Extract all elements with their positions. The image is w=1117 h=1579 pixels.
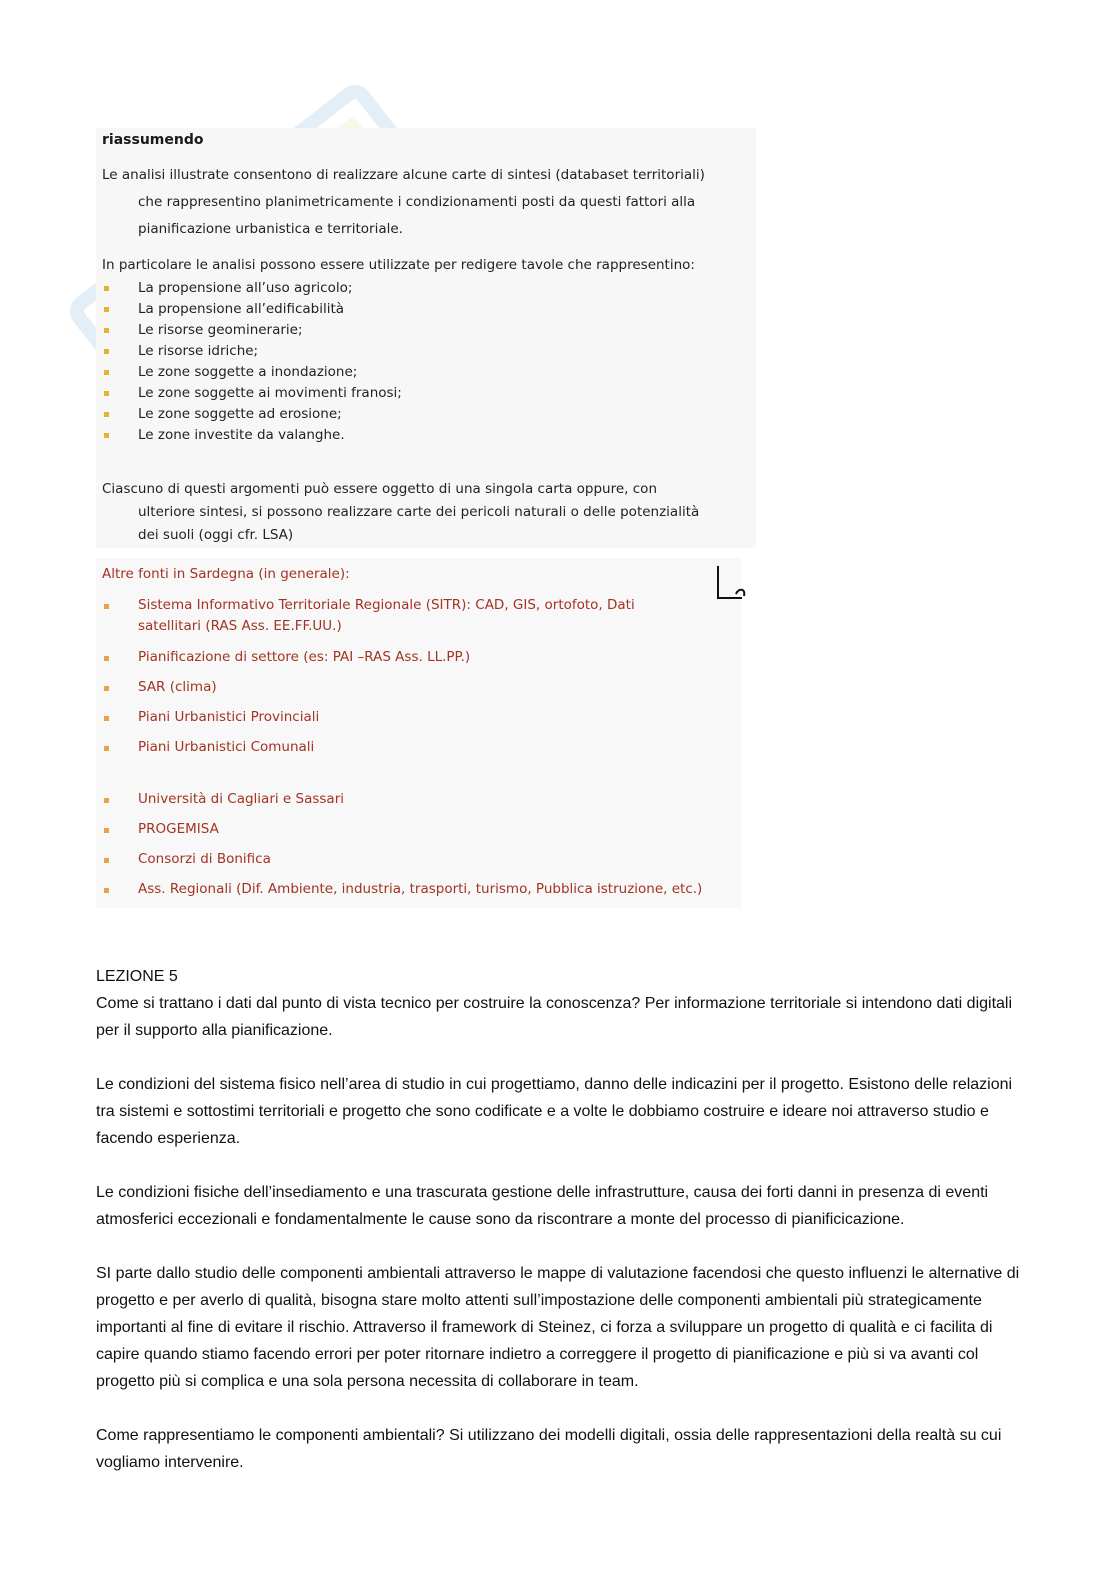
intro-paragraph: [102, 162, 705, 243]
bullet-icon: [104, 858, 109, 863]
slide-heading: Altre fonti in Sardegna (in generale):: [102, 566, 350, 582]
bullet-icon: [104, 888, 109, 893]
handwritten-mark: [712, 562, 748, 604]
paragraph: Le condizioni del sistema fisico nell’area di studio in cui progettiamo, danno delle indicazini per il progetto. Esistono delle relazioni tra sistemi e sottostimi territoriali e progetto che sono codificate e a volte le dobbiamo costruire e ideare noi attraverso studio e facendo esperienza.: [96, 1076, 1013, 1147]
bullet-icon: [104, 307, 109, 312]
bullet-icon: [104, 391, 109, 396]
list-item: Pianificazione di settore (es: PAI –RAS Ass. LL.PP.): [138, 647, 470, 668]
bullet-icon: [104, 412, 109, 417]
bullet-icon: [104, 716, 109, 721]
list-item: La propensione all’uso agricolo;: [102, 278, 402, 299]
closing-line: ulteriore sintesi, si possono realizzare carte dei pericoli naturali o delle potenzialità: [138, 504, 700, 520]
list-item: Le zone soggette a inondazione;: [102, 362, 402, 383]
sources-slide: [96, 558, 741, 908]
intro-line: che rappresentino planimetricamente i condizionamenti posti da questi fattori alla: [138, 194, 696, 210]
list-item: PROGEMISA: [138, 819, 219, 840]
paragraph: Come si trattano i dati dal punto di vista tecnico per costruire la conoscenza? Per informazione territoriale si intendono dati digitali per il supporto alla pianificazione.: [96, 995, 1013, 1039]
notes-body: [96, 963, 1026, 1503]
bullet-icon: [104, 370, 109, 375]
paragraph: Le condizioni fisiche dell’insediamento e una trascurata gestione delle infrastrutture, causa dei forti danni in presenza di eventi atmosferici eccezionali e fondamentalmente le cause sono da riscontrare a monte del processo di pianificicazione.: [96, 1184, 989, 1228]
bullet-icon: [104, 656, 109, 661]
list-item: Sistema Informativo Territoriale Regionale (SITR): CAD, GIS, ortofoto, Dati: [138, 595, 635, 616]
list-item: Le risorse geominerarie;: [102, 320, 402, 341]
summary-slide: [96, 128, 756, 548]
list-item: La propensione all’edificabilità: [102, 299, 402, 320]
list-item: Le zone soggette ad erosione;: [102, 404, 402, 425]
list-item: Piani Urbanistici Comunali: [138, 737, 314, 758]
list-item: Piani Urbanistici Provinciali: [138, 707, 319, 728]
bullet-icon: [104, 433, 109, 438]
lesson-heading: LEZIONE 5: [96, 968, 178, 985]
closing-paragraph: [102, 478, 699, 547]
summary-list: [102, 278, 402, 446]
slide-title: riassumendo: [102, 132, 204, 148]
bullet-icon: [104, 686, 109, 691]
closing-line: dei suoli (oggi cfr. LSA): [138, 527, 294, 543]
bullet-icon: [104, 328, 109, 333]
bullet-icon: [104, 286, 109, 291]
bullet-icon: [104, 798, 109, 803]
list-item-continuation: satellitari (RAS Ass. EE.FF.UU.): [138, 618, 342, 634]
list-item: Le risorse idriche;: [102, 341, 402, 362]
paragraph: SI parte dallo studio delle componenti ambientali attraverso le mappe di valutazione facendosi che questo influenzi le alternative di progetto e per averlo di qualità, bisogna stare molto attenti sull’impostazione delle componenti ambientali più strategicamente importanti al fine di evitare il rischio. Attraverso il framework di Steinez, ci forza a sviluppare un progetto di qualità e ci facilita di capire quando stiamo facendo errori per poter ritornare indietro a correggere il progetto di pianificazione e più si va avanti col progetto più si complica e una sola persona necessita di collaborare in team.: [96, 1265, 1020, 1390]
bullet-icon: [104, 349, 109, 354]
closing-line: Ciascuno di questi argomenti può essere oggetto di una singola carta oppure, con: [102, 481, 657, 497]
list-item: Ass. Regionali (Dif. Ambiente, industria, trasporti, turismo, Pubblica istruzione, etc.): [138, 879, 702, 900]
bullet-icon: [104, 746, 109, 751]
intro-line: pianificazione urbanistica e territoriale.: [138, 221, 403, 237]
list-item: Università di Cagliari e Sassari: [138, 789, 344, 810]
paragraph: Come rappresentiamo le componenti ambientali? Si utilizzano dei modelli digitali, ossia delle rappresentazioni della realtà su cui vogliamo intervenire.: [96, 1427, 1002, 1471]
intro-line: Le analisi illustrate consentono di realizzare alcune carte di sintesi (databaset territoriali): [102, 167, 705, 183]
bullet-icon: [104, 828, 109, 833]
lead-text: In particolare le analisi possono essere utilizzate per redigere tavole che rappresentino:: [102, 257, 695, 273]
bullet-icon: [104, 604, 109, 609]
list-item: Consorzi di Bonifica: [138, 849, 271, 870]
list-item: SAR (clima): [138, 677, 217, 698]
list-item: Le zone investite da valanghe.: [102, 425, 402, 446]
list-item: Le zone soggette ai movimenti franosi;: [102, 383, 402, 404]
